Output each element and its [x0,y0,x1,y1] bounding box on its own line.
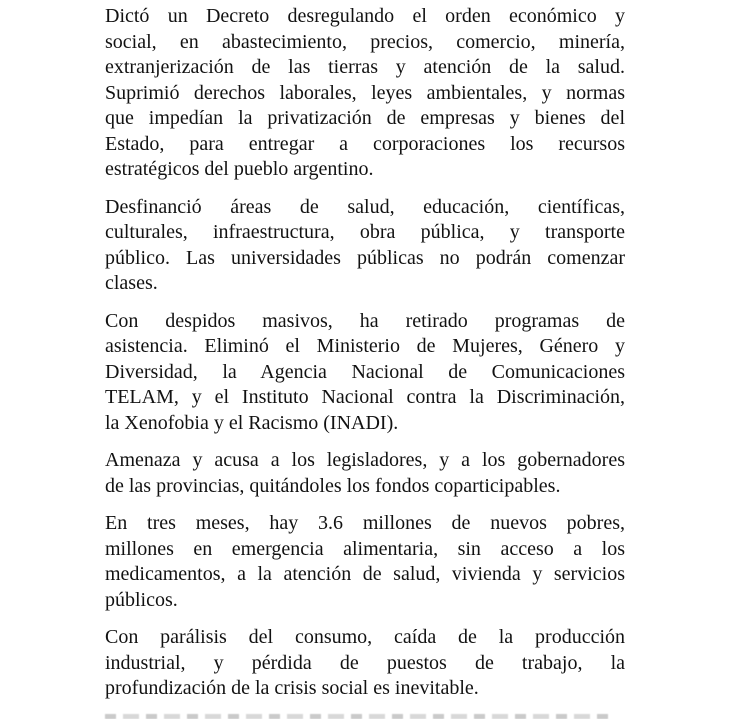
text-line: culturales, infraestructura, obra pública, y transporte [105,221,625,243]
paragraph-despidos [105,309,625,437]
text-line: Amenaza y acusa a los legisladores, y a los gobernadores [105,449,625,471]
paragraph-amenaza [105,448,625,499]
text-line: clases. [105,272,158,294]
text-line: medicamentos, a la atención de salud, vivienda y servicios [105,563,625,585]
clipped-next-line [105,714,610,719]
text-line: En tres meses, hay 3.6 millones de nuevos pobres, [105,512,625,534]
text-line: Con parálisis del consumo, caída de la producción [105,626,625,648]
text-line: social, en abastecimiento, precios, comercio, minería, [105,30,625,53]
text-line: Diversidad, la Agencia Nacional de Comunicaciones [105,360,625,383]
text-line: públicos. [105,588,178,611]
paragraph-crisis [105,625,625,702]
paragraph-decreto [105,4,625,183]
text-line: millones en emergencia alimentaria, sin acceso a los [105,537,625,560]
text-line: que impedían la privatización de empresas y bienes del [105,107,625,129]
text-line: público. Las universidades públicas no podrán comenzar [105,246,625,269]
text-line: Con despidos masivos, ha retirado programas de [105,309,625,332]
text-line: Suprimió derechos laborales, leyes ambientales, y normas [105,81,625,104]
text-line: industrial, y pérdida de puestos de trabajo, la [105,651,625,674]
text-line: extranjerización de las tierras y atención de la salud. [105,56,625,78]
text-line: la Xenofobia y el Racismo (INADI). [105,411,399,434]
paragraph-pobreza [105,511,625,613]
text-line: de las provincias, quitándoles los fondos coparticipables. [105,474,561,497]
text-line: Dictó un Decreto desregulando el orden económico y [105,5,625,27]
document-text-block [105,4,625,719]
text-line: TELAM, y el Instituto Nacional contra la Discriminación, [105,386,625,408]
text-line: estratégicos del pueblo argentino. [105,158,374,180]
text-line: Estado, para entregar a corporaciones los recursos [105,132,625,155]
text-line: profundización de la crisis social es inevitable. [105,677,479,699]
text-line: Desfinanció áreas de salud, educación, científicas, [105,195,625,218]
paragraph-desfinancio [105,195,625,297]
text-line: asistencia. Eliminó el Ministerio de Mujeres, Género y [105,335,625,357]
